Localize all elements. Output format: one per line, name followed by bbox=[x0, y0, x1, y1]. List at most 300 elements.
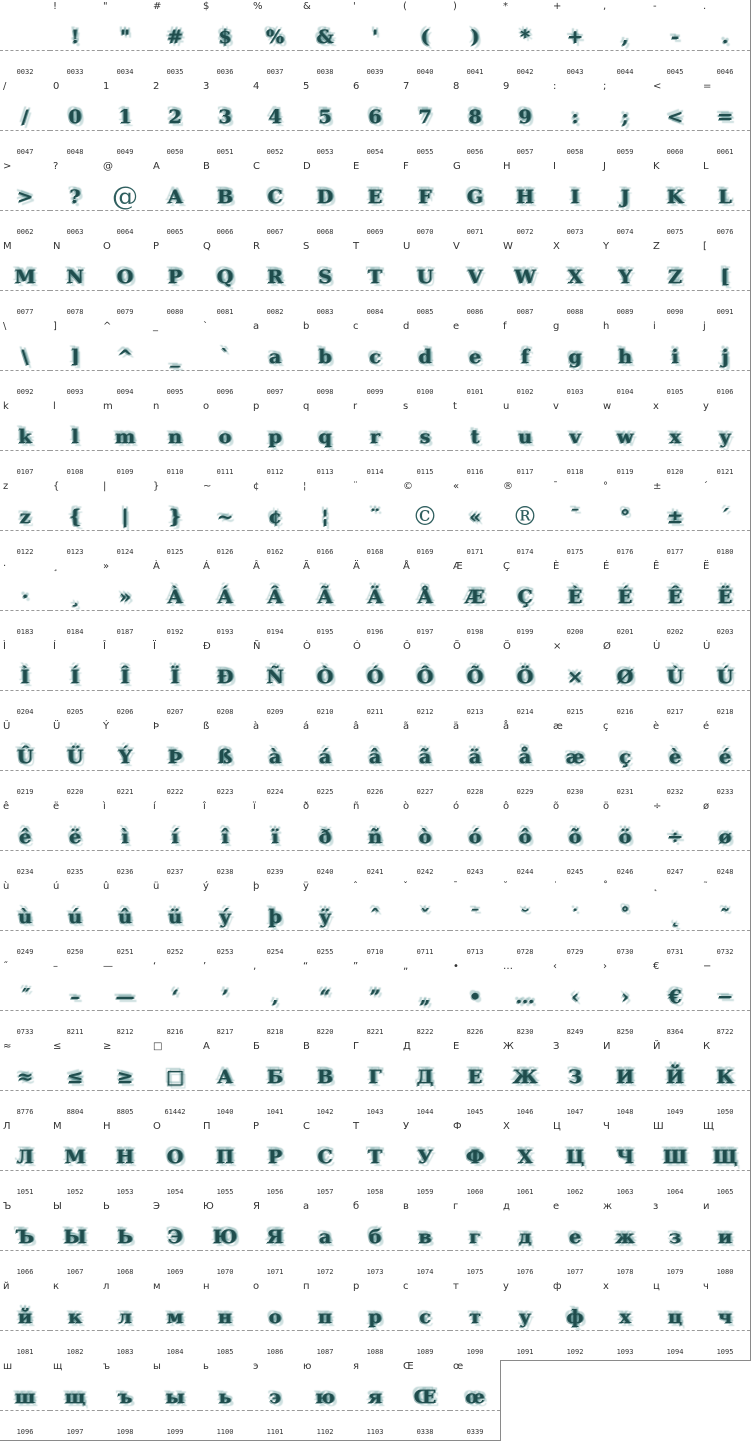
char-code: 0229 bbox=[516, 788, 534, 796]
char-code: 0102 bbox=[516, 388, 534, 396]
glyph-cell bbox=[250, 560, 301, 641]
character-label: л bbox=[103, 1281, 110, 1292]
glyph-sample: “ bbox=[319, 986, 331, 1008]
glyph-sample: б bbox=[368, 1226, 382, 1248]
char-code: 0207 bbox=[166, 708, 184, 716]
char-code: 0073 bbox=[566, 228, 584, 236]
glyph-sample: з bbox=[668, 1226, 682, 1248]
char-code: 8804 bbox=[66, 1108, 84, 1116]
character-label: С bbox=[303, 1121, 310, 1132]
character-label: Ø bbox=[603, 641, 611, 652]
char-code: 0255 bbox=[316, 948, 334, 956]
character-label: @ bbox=[103, 161, 113, 172]
char-code: 0099 bbox=[366, 388, 384, 396]
glyph-cell bbox=[650, 400, 701, 481]
glyph-sample: ˝ bbox=[20, 986, 30, 1008]
character-label: ì bbox=[103, 801, 106, 812]
character-label: ? bbox=[53, 161, 59, 172]
glyph-cell bbox=[200, 800, 251, 881]
character-label: í bbox=[153, 801, 156, 812]
glyph-sample: щ bbox=[64, 1386, 86, 1408]
glyph-sample: K bbox=[666, 186, 684, 208]
glyph-cell bbox=[600, 0, 651, 81]
glyph-sample: œ bbox=[465, 1386, 485, 1408]
glyph-sample: . bbox=[721, 26, 729, 48]
glyph-cell bbox=[500, 640, 551, 721]
glyph-cell bbox=[450, 1280, 501, 1361]
glyph-sample: ˆ bbox=[370, 906, 380, 928]
glyph-cell bbox=[50, 880, 101, 961]
glyph-sample: Ы bbox=[63, 1226, 87, 1248]
glyph-cell bbox=[650, 720, 701, 801]
char-code: 0058 bbox=[566, 148, 584, 156]
character-label: М bbox=[53, 1121, 62, 1132]
char-code: 0730 bbox=[616, 948, 634, 956]
char-code: 1100 bbox=[216, 1428, 234, 1436]
character-label: p bbox=[253, 401, 260, 412]
char-code: 1096 bbox=[16, 1428, 34, 1436]
glyph-cell bbox=[200, 1360, 251, 1441]
char-code: 0180 bbox=[716, 548, 734, 556]
glyph-cell bbox=[350, 400, 401, 481]
glyph-sample: ъ bbox=[117, 1386, 133, 1408]
glyph-cell bbox=[450, 1200, 501, 1281]
character-label: Ъ bbox=[3, 1201, 12, 1212]
glyph-sample: ‘ bbox=[171, 986, 179, 1008]
character-label: ® bbox=[503, 481, 513, 492]
char-code: 0235 bbox=[66, 868, 84, 876]
character-label: ä bbox=[453, 721, 460, 732]
glyph-sample: Ж bbox=[512, 1066, 538, 1088]
glyph-cell bbox=[200, 160, 251, 241]
glyph-cell bbox=[0, 1120, 51, 1201]
character-label: , bbox=[603, 1, 607, 12]
char-code: 0094 bbox=[116, 388, 134, 396]
glyph-cell bbox=[450, 240, 501, 321]
character-label: ! bbox=[53, 1, 58, 12]
character-label: € bbox=[653, 961, 660, 972]
character-label: З bbox=[553, 1041, 560, 1052]
glyph-cell bbox=[250, 400, 301, 481]
character-label: ˇ bbox=[403, 881, 408, 892]
glyph-sample: п bbox=[318, 1306, 332, 1328]
glyph-sample: К bbox=[716, 1066, 734, 1088]
char-code: 0713 bbox=[466, 948, 484, 956]
char-code: 1045 bbox=[466, 1108, 484, 1116]
char-code: 0049 bbox=[116, 148, 134, 156]
glyph-cell bbox=[600, 80, 651, 161]
character-label: б bbox=[353, 1201, 360, 1212]
glyph-cell bbox=[0, 320, 51, 401]
glyph-cell bbox=[100, 1280, 151, 1361]
glyph-sample: I bbox=[570, 186, 580, 208]
char-code: 0074 bbox=[616, 228, 634, 236]
glyph-sample: о bbox=[268, 1306, 282, 1328]
char-code: 1080 bbox=[716, 1268, 734, 1276]
character-label: H bbox=[503, 161, 511, 172]
glyph-sample: · bbox=[21, 586, 29, 608]
glyph-sample: Â bbox=[267, 586, 283, 608]
character-label: ^ bbox=[103, 321, 112, 332]
glyph-cell bbox=[500, 1040, 551, 1121]
glyph-cell bbox=[100, 640, 151, 721]
char-code: 0249 bbox=[16, 948, 34, 956]
char-code: 0097 bbox=[266, 388, 284, 396]
glyph-cell bbox=[300, 160, 351, 241]
glyph-cell bbox=[50, 1040, 101, 1121]
glyph-cell bbox=[650, 0, 701, 81]
glyph-cell bbox=[650, 80, 701, 161]
char-code: 0212 bbox=[416, 708, 434, 716]
char-code: 0184 bbox=[66, 628, 84, 636]
glyph-sample: [ bbox=[720, 266, 730, 288]
character-label: Д bbox=[403, 1041, 411, 1052]
glyph-cell bbox=[400, 80, 451, 161]
glyph-cell bbox=[300, 800, 351, 881]
glyph-cell bbox=[550, 160, 601, 241]
character-label: ‹ bbox=[553, 961, 557, 972]
glyph-cell bbox=[600, 240, 651, 321]
glyph-sample: 6 bbox=[368, 106, 382, 128]
char-code: 0123 bbox=[66, 548, 84, 556]
character-label: м bbox=[153, 1281, 161, 1292]
glyph-cell bbox=[100, 800, 151, 881]
char-code: 0219 bbox=[16, 788, 34, 796]
char-code: 0241 bbox=[366, 868, 384, 876]
char-code: 0077 bbox=[16, 308, 34, 316]
glyph-cell bbox=[200, 0, 251, 81]
character-label: > bbox=[3, 161, 12, 172]
glyph-sample: ж bbox=[615, 1226, 635, 1248]
character-label: Г bbox=[353, 1041, 360, 1052]
glyph-cell bbox=[300, 880, 351, 961]
glyph-sample: M bbox=[14, 266, 36, 288]
char-code: 1044 bbox=[416, 1108, 434, 1116]
glyph-sample: ä bbox=[468, 746, 482, 768]
character-label: - bbox=[653, 1, 657, 12]
character-label: ” bbox=[353, 961, 359, 972]
char-code: 0043 bbox=[566, 68, 584, 76]
char-code: 1049 bbox=[666, 1108, 684, 1116]
glyph-cell bbox=[200, 720, 251, 801]
character-label: 2 bbox=[153, 81, 160, 92]
glyph-sample: ` bbox=[220, 346, 230, 368]
char-code: 0124 bbox=[116, 548, 134, 556]
glyph-cell bbox=[250, 1200, 301, 1281]
char-code: 0036 bbox=[216, 68, 234, 76]
char-code: 1093 bbox=[616, 1348, 634, 1356]
glyph-sample: y bbox=[719, 426, 731, 448]
char-code: 0034 bbox=[116, 68, 134, 76]
glyph-sample: Õ bbox=[466, 666, 484, 688]
char-code: 0113 bbox=[316, 468, 334, 476]
character-label: У bbox=[403, 1121, 410, 1132]
glyph-sample: х bbox=[619, 1306, 631, 1328]
glyph-cell bbox=[200, 1120, 251, 1201]
char-code: 0169 bbox=[416, 548, 434, 556]
glyph-cell bbox=[450, 160, 501, 241]
glyph-cell bbox=[200, 880, 251, 961]
glyph-cell bbox=[350, 560, 401, 641]
char-code: 0044 bbox=[616, 68, 634, 76]
character-label: ≈ bbox=[3, 1041, 12, 1052]
character-label: ≤ bbox=[53, 1041, 62, 1052]
character-label: ˆ bbox=[353, 881, 358, 892]
character-label: В bbox=[303, 1041, 310, 1052]
glyph-cell bbox=[700, 560, 751, 641]
character-label: : bbox=[553, 81, 557, 92]
character-label: U bbox=[403, 241, 411, 252]
character-label: − bbox=[703, 961, 712, 972]
character-label: ú bbox=[53, 881, 60, 892]
glyph-cell bbox=[300, 960, 351, 1041]
glyph-sample: ¦ bbox=[321, 506, 329, 528]
char-code: 0076 bbox=[716, 228, 734, 236]
char-code: 0037 bbox=[266, 68, 284, 76]
char-code: 0234 bbox=[16, 868, 34, 876]
char-code: 0086 bbox=[466, 308, 484, 316]
glyph-sample: с bbox=[419, 1306, 431, 1328]
char-code: 0059 bbox=[616, 148, 634, 156]
character-label: Y bbox=[603, 241, 610, 252]
glyph-cell bbox=[350, 1280, 401, 1361]
glyph-sample: ю bbox=[315, 1386, 335, 1408]
glyph-cell bbox=[400, 560, 451, 641]
glyph-cell bbox=[150, 1120, 201, 1201]
char-code: 8217 bbox=[216, 1028, 234, 1036]
glyph-cell bbox=[50, 640, 101, 721]
glyph-sample: Ú bbox=[716, 666, 734, 688]
glyph-sample: ¯ bbox=[570, 506, 580, 528]
char-code: 0237 bbox=[166, 868, 184, 876]
character-label: ` bbox=[203, 321, 208, 332]
glyph-cell bbox=[100, 80, 151, 161]
glyph-sample: ô bbox=[518, 826, 532, 848]
glyph-sample: 5 bbox=[318, 106, 332, 128]
glyph-sample: ≤ bbox=[67, 1066, 83, 1088]
character-label: ë bbox=[53, 801, 60, 812]
character-label: L bbox=[703, 161, 709, 172]
char-code: 0047 bbox=[16, 148, 34, 156]
char-code: 1064 bbox=[666, 1188, 684, 1196]
glyph-cell bbox=[0, 1280, 51, 1361]
glyph-cell bbox=[50, 800, 101, 881]
glyph-cell bbox=[500, 560, 551, 641]
character-label: Е bbox=[453, 1041, 460, 1052]
character-label: Ü bbox=[53, 721, 61, 732]
char-code: 1052 bbox=[66, 1188, 84, 1196]
character-label: Œ bbox=[403, 1361, 414, 1372]
glyph-cell bbox=[600, 400, 651, 481]
char-code: 0195 bbox=[316, 628, 334, 636]
char-code: 0175 bbox=[566, 548, 584, 556]
character-label: N bbox=[53, 241, 61, 252]
glyph-cell bbox=[400, 240, 451, 321]
char-code: 0065 bbox=[166, 228, 184, 236]
glyph-sample: ! bbox=[70, 26, 80, 48]
char-code: 1051 bbox=[16, 1188, 34, 1196]
glyph-cell bbox=[600, 960, 651, 1041]
glyph-sample: J bbox=[620, 186, 630, 208]
character-label: ý bbox=[203, 881, 209, 892]
char-code: 1097 bbox=[66, 1428, 84, 1436]
char-code: 0209 bbox=[266, 708, 284, 716]
character-label: ô bbox=[503, 801, 510, 812]
glyph-cell bbox=[450, 0, 501, 81]
char-code: 1088 bbox=[366, 1348, 384, 1356]
char-code: 0223 bbox=[216, 788, 234, 796]
glyph-sample: ] bbox=[70, 346, 80, 368]
character-label: Ш bbox=[653, 1121, 664, 1132]
glyph-sample: ” bbox=[369, 986, 381, 1008]
char-code: 0090 bbox=[666, 308, 684, 316]
char-code: 0193 bbox=[216, 628, 234, 636]
char-code: 0046 bbox=[716, 68, 734, 76]
character-label: а bbox=[303, 1201, 310, 1212]
glyph-sample: p bbox=[268, 426, 282, 448]
glyph-sample: 7 bbox=[418, 106, 432, 128]
char-code: 0104 bbox=[616, 388, 634, 396]
char-code: 0040 bbox=[416, 68, 434, 76]
char-code: 0198 bbox=[466, 628, 484, 636]
char-code: 0187 bbox=[116, 628, 134, 636]
char-code: 0251 bbox=[116, 948, 134, 956]
character-label: ÷ bbox=[653, 801, 662, 812]
character-label: â bbox=[353, 721, 360, 732]
char-code: 0075 bbox=[666, 228, 684, 236]
character-label: н bbox=[203, 1281, 210, 1292]
character-label: Ú bbox=[703, 641, 711, 652]
char-code: 0208 bbox=[216, 708, 234, 716]
character-label: R bbox=[253, 241, 260, 252]
glyph-sample: 0 bbox=[68, 106, 82, 128]
char-code: 0064 bbox=[116, 228, 134, 236]
char-code: 0048 bbox=[66, 148, 84, 156]
glyph-sample: Ò bbox=[316, 666, 334, 688]
character-label: " bbox=[103, 1, 108, 12]
char-code: 0168 bbox=[366, 548, 384, 556]
glyph-sample: ч bbox=[718, 1306, 732, 1328]
char-code: 1071 bbox=[266, 1268, 284, 1276]
glyph-sample: ; bbox=[621, 106, 629, 128]
glyph-sample: У bbox=[417, 1146, 433, 1168]
char-code: 0071 bbox=[466, 228, 484, 236]
character-label: % bbox=[253, 1, 263, 12]
glyph-cell bbox=[0, 960, 51, 1041]
character-label: © bbox=[403, 481, 413, 492]
char-code: 1055 bbox=[216, 1188, 234, 1196]
character-label: ó bbox=[453, 801, 460, 812]
glyph-sample: ф bbox=[566, 1306, 584, 1328]
glyph-sample: ÿ bbox=[319, 906, 331, 928]
char-code: 1069 bbox=[166, 1268, 184, 1276]
char-code: 0162 bbox=[266, 548, 284, 556]
char-code: 0213 bbox=[466, 708, 484, 716]
glyph-cell bbox=[350, 80, 401, 161]
glyph-sample: r bbox=[369, 426, 380, 448]
char-code: 1085 bbox=[216, 1348, 234, 1356]
character-label: Ê bbox=[653, 561, 660, 572]
glyph-sample: ù bbox=[18, 906, 32, 928]
char-code: 0053 bbox=[316, 148, 334, 156]
glyph-sample: c bbox=[369, 346, 381, 368]
char-code: 1083 bbox=[116, 1348, 134, 1356]
char-code: 0067 bbox=[266, 228, 284, 236]
glyph-cell bbox=[200, 80, 251, 161]
character-label: { bbox=[53, 481, 60, 492]
glyph-cell bbox=[350, 880, 401, 961]
character-label: ù bbox=[3, 881, 10, 892]
glyph-cell bbox=[350, 1200, 401, 1281]
glyph-cell bbox=[700, 640, 751, 721]
character-label: … bbox=[503, 961, 513, 972]
character-label: П bbox=[203, 1121, 211, 1132]
char-code: 0201 bbox=[616, 628, 634, 636]
glyph-cell bbox=[150, 560, 201, 641]
glyph-sample: + bbox=[567, 26, 583, 48]
char-code: 0107 bbox=[16, 468, 34, 476]
character-label: Z bbox=[653, 241, 660, 252]
char-code: 1061 bbox=[516, 1188, 534, 1196]
glyph-cell bbox=[350, 0, 401, 81]
glyph-cell bbox=[700, 320, 751, 401]
char-code: 0177 bbox=[666, 548, 684, 556]
glyph-cell bbox=[200, 1040, 251, 1121]
glyph-cell bbox=[300, 0, 351, 81]
character-label: Я bbox=[253, 1201, 260, 1212]
glyph-sample: … bbox=[515, 986, 535, 1008]
character-label: ÿ bbox=[303, 881, 309, 892]
glyph-cell bbox=[500, 1200, 551, 1281]
glyph-cell bbox=[100, 400, 151, 481]
char-code: 8722 bbox=[716, 1028, 734, 1036]
glyph-cell bbox=[400, 720, 451, 801]
glyph-sample: s bbox=[419, 426, 431, 448]
glyph-sample: ã bbox=[418, 746, 432, 768]
character-label: } bbox=[153, 481, 160, 492]
glyph-cell bbox=[500, 160, 551, 241]
character-label: ê bbox=[3, 801, 10, 812]
glyph-cell bbox=[400, 960, 451, 1041]
glyph-cell bbox=[350, 240, 401, 321]
glyph-cell bbox=[400, 1280, 451, 1361]
character-label: ˜ bbox=[703, 881, 708, 892]
glyph-sample: ° bbox=[620, 506, 630, 528]
glyph-cell bbox=[250, 880, 301, 961]
character-label: Q bbox=[203, 241, 211, 252]
glyph-cell bbox=[50, 1200, 101, 1281]
character-label: г bbox=[453, 1201, 459, 1212]
glyph-cell bbox=[350, 960, 401, 1041]
glyph-cell bbox=[150, 320, 201, 401]
character-label: J bbox=[603, 161, 606, 172]
char-code: 8218 bbox=[266, 1028, 284, 1036]
character-label: Î bbox=[103, 641, 106, 652]
character-label: й bbox=[3, 1281, 10, 1292]
char-code: 0227 bbox=[416, 788, 434, 796]
char-code: 1068 bbox=[116, 1268, 134, 1276]
glyph-cell bbox=[600, 480, 651, 561]
glyph-cell bbox=[200, 400, 251, 481]
char-code: 0245 bbox=[566, 868, 584, 876]
char-code: 0710 bbox=[366, 948, 384, 956]
glyph-cell bbox=[300, 640, 351, 721]
glyph-cell bbox=[250, 640, 301, 721]
char-code: 0232 bbox=[666, 788, 684, 796]
glyph-sample: d bbox=[418, 346, 432, 368]
glyph-cell bbox=[600, 1120, 651, 1201]
character-label: р bbox=[353, 1281, 360, 1292]
